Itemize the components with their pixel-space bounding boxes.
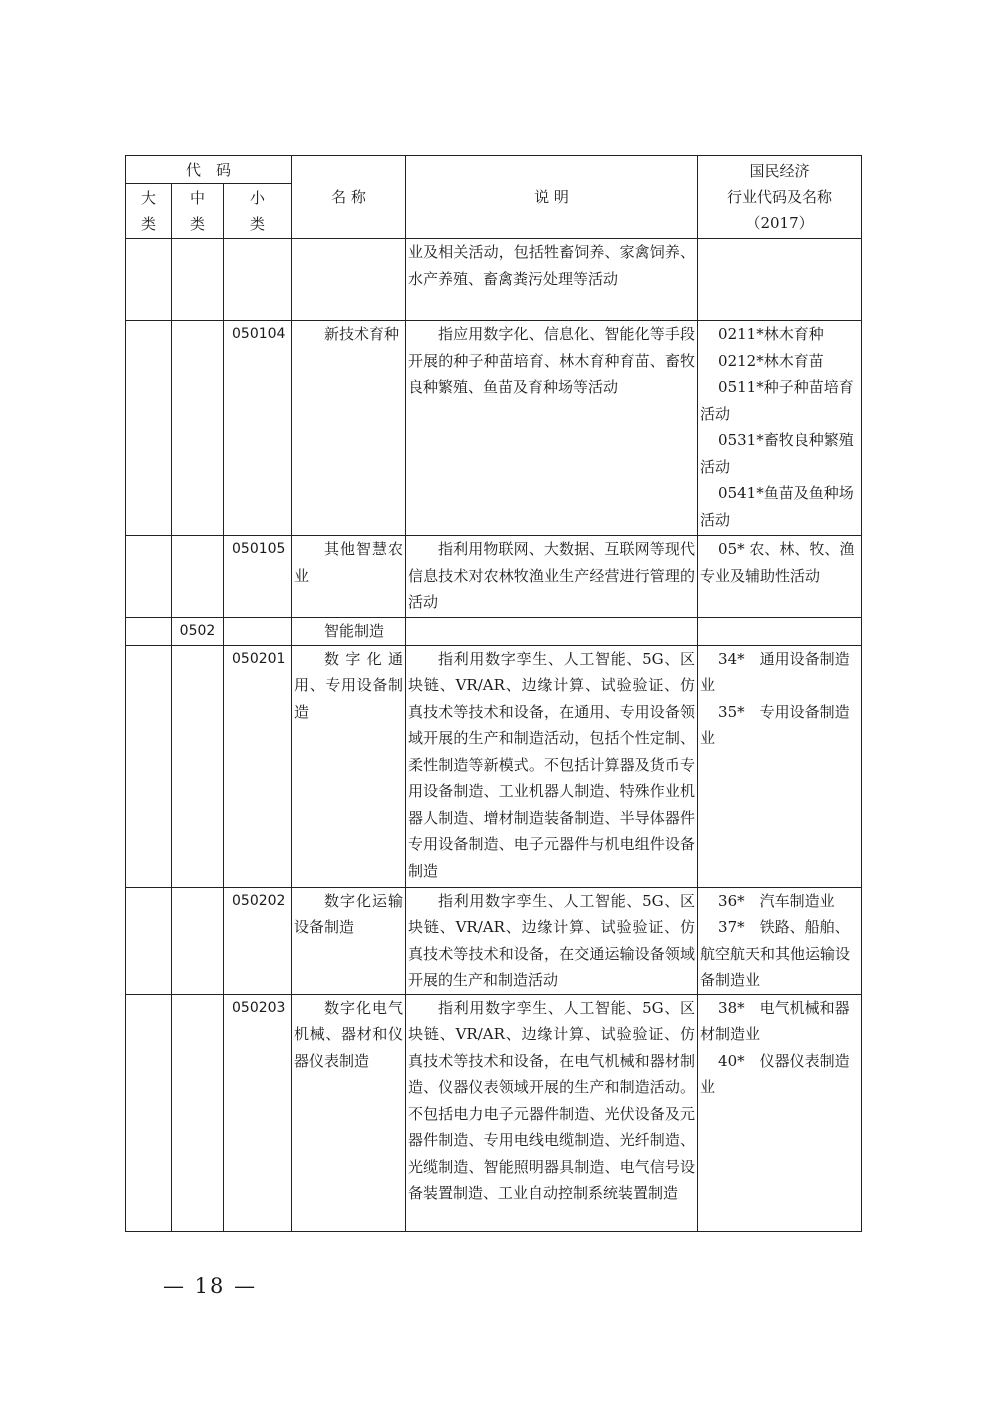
header-major: 大 类 xyxy=(126,184,172,239)
table-row xyxy=(126,321,862,536)
cell-name: 智能制造 xyxy=(292,618,406,646)
cell-nec xyxy=(698,994,862,1231)
header-nec-text: 国民经济 行业代码及名称 （2017） xyxy=(727,162,833,232)
header-name: 名 称 xyxy=(292,156,406,239)
cell-name: 数字化运输设备制造 xyxy=(292,887,406,994)
nec-entry: 0212*林木育苗 xyxy=(718,351,824,370)
header-code: 代 码 xyxy=(126,156,292,184)
cell-desc: 指利用数字孪生、人工智能、5G、区块链、VR/AR、边缘计算、试验验证、仿真技术等技术和设备，在交通运输设备领域开展的生产和制造活动 xyxy=(406,887,698,994)
nec-entry: 05* 农、林、牧、渔专业及辅助性活动 xyxy=(700,540,855,585)
cell-major xyxy=(126,618,172,646)
cell-nec xyxy=(698,239,862,321)
cell-major xyxy=(126,645,172,887)
nec-entry: 40* 仪器仪表制造业 xyxy=(700,1051,850,1096)
cell-major xyxy=(126,887,172,994)
cell-desc: 指利用物联网、大数据、互联网等现代信息技术对农林牧渔业生产经营进行管理的活动 xyxy=(406,536,698,618)
cell-desc: 指利用数字孪生、人工智能、5G、区块链、VR/AR、边缘计算、试验验证、仿真技术等技术和设备，在电气机械和器材制造、仪器仪表领域开展的生产和制造活动。不包括电力电子元器件制造、光伏设备及元器件制造、专用电线电缆制造、光纤制造、光缆制造、智能照明器具制造、电气信号设备装置制造、工业自动控制系统装置制造 xyxy=(406,994,698,1231)
header-row-top xyxy=(126,156,862,184)
header-minor: 小 类 xyxy=(224,184,292,239)
cell-minor: 050202 xyxy=(224,887,292,994)
cell-middle xyxy=(172,645,224,887)
cell-minor: 050105 xyxy=(224,536,292,618)
cell-middle xyxy=(172,536,224,618)
cell-middle: 0502 xyxy=(172,618,224,646)
cell-nec xyxy=(698,321,862,536)
cell-middle xyxy=(172,239,224,321)
table-row xyxy=(126,618,862,646)
nec-entry: 35* 专用设备制造业 xyxy=(700,702,850,747)
cell-desc: 业及相关活动，包括牲畜饲养、家禽饲养、水产养殖、畜禽粪污处理等活动 xyxy=(406,239,698,321)
header-nec xyxy=(698,156,862,239)
cell-minor: 050201 xyxy=(224,645,292,887)
nec-entry: 0211*林木育种 xyxy=(718,325,824,343)
cell-name xyxy=(292,239,406,321)
cell-name: 其他智慧农业 xyxy=(292,536,406,618)
classification-table-wrapper xyxy=(125,155,861,1232)
cell-minor xyxy=(224,239,292,321)
cell-desc: 指应用数字化、信息化、智能化等手段开展的种子种苗培育、林木育种育苗、畜牧良种繁殖、鱼苗及育种场等活动 xyxy=(406,321,698,536)
nec-entry: 38* 电气机械和器材制造业 xyxy=(700,998,850,1043)
cell-nec xyxy=(698,536,862,618)
header-desc: 说 明 xyxy=(406,156,698,239)
nec-entry: 36* 汽车制造业 xyxy=(718,891,835,910)
cell-name: 新技术育种 xyxy=(292,321,406,536)
cell-major xyxy=(126,994,172,1231)
nec-entry: 37* 铁路、船舶、航空航天和其他运输设备制造业 xyxy=(700,918,851,989)
cell-major xyxy=(126,239,172,321)
page-number: — 18 — xyxy=(163,1274,258,1298)
cell-nec xyxy=(698,618,862,646)
table-row xyxy=(126,645,862,887)
cell-minor: 050203 xyxy=(224,994,292,1231)
cell-name: 数字化电气机械、器材和仪器仪表制造 xyxy=(292,994,406,1231)
nec-entry: 0531*畜牧良种繁殖活动 xyxy=(700,431,854,476)
cell-middle xyxy=(172,887,224,994)
cell-nec xyxy=(698,645,862,887)
nec-entry: 0511*种子种苗培育活动 xyxy=(700,378,854,423)
nec-entry: 0541*鱼苗及鱼种场活动 xyxy=(700,484,854,529)
table-row xyxy=(126,536,862,618)
classification-table xyxy=(125,155,862,1232)
cell-middle xyxy=(172,994,224,1231)
table-row xyxy=(126,887,862,994)
cell-minor: 050104 xyxy=(224,321,292,536)
cell-major xyxy=(126,536,172,618)
cell-desc xyxy=(406,618,698,646)
cell-major xyxy=(126,321,172,536)
table-row xyxy=(126,239,862,321)
cell-name: 数字化通用、专用设备制造 xyxy=(292,645,406,887)
nec-entry: 34* 通用设备制造业 xyxy=(700,649,850,694)
cell-desc: 指利用数字孪生、人工智能、5G、区块链、VR/AR、边缘计算、试验验证、仿真技术等技术和设备，在通用、专用设备领域开展的生产和制造活动，包括个性定制、柔性制造等新模式。不包括计算器及货币专用设备制造、工业机器人制造、特殊作业机器人制造、增材制造装备制造、半导体器件专用设备制造、电子元器件与机电组件设备制造 xyxy=(406,645,698,887)
cell-middle xyxy=(172,321,224,536)
table-row xyxy=(126,994,862,1231)
cell-minor xyxy=(224,618,292,646)
header-middle: 中 类 xyxy=(172,184,224,239)
cell-nec xyxy=(698,887,862,994)
